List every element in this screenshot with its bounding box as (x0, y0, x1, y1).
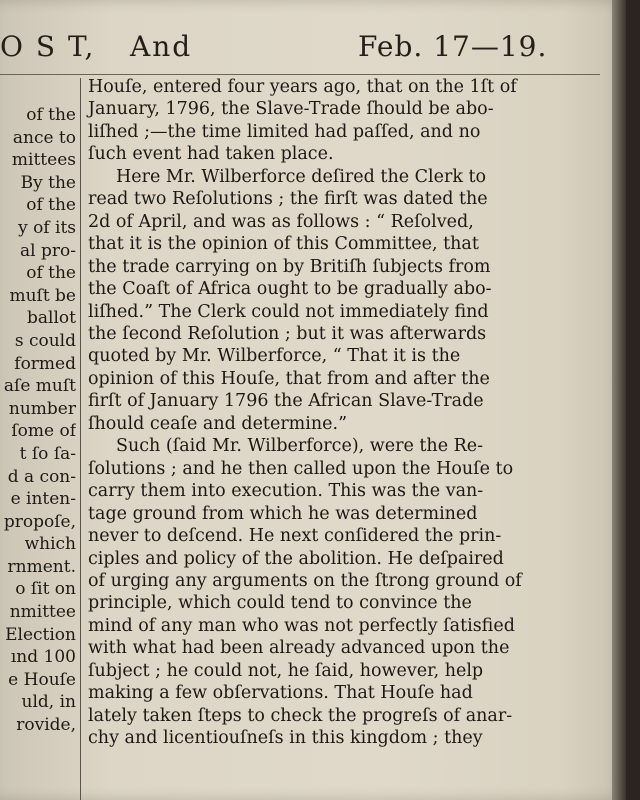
left-column-line: of the (26, 263, 76, 284)
left-column-line: formed (14, 353, 76, 374)
article-line: carry them into execution. This was the van- (88, 481, 484, 502)
article-line: 2d of April, and was as follows : “ Reſolved, (88, 211, 474, 232)
left-column-line: mittees (11, 150, 76, 171)
article-line: liſhed ;—the time limited had paſſed, and no (88, 121, 481, 142)
article-line: Such (ſaid Mr. Wilberforce), were the Re- (116, 436, 484, 457)
article-line: ciples and policy of the abolition. He deſpaired (88, 548, 504, 569)
dateline: Feb. 17—19. (358, 30, 548, 63)
left-column-line: d a con- (7, 466, 76, 487)
article-line: Here Mr. Wilberforce deſired the Clerk to (116, 166, 487, 187)
masthead-fragment: O S T, (0, 30, 96, 63)
left-column-line: t ſo ſa- (19, 443, 76, 464)
article-line: ſuch event had taken place. (88, 144, 334, 165)
article-line: lately taken ſteps to check the progreſs of anar- (88, 705, 513, 726)
article-line: ſhould ceaſe and determine.” (88, 413, 348, 434)
left-column-line: ballot (27, 308, 76, 329)
left-column-line: e Houſe (8, 669, 76, 690)
article-line: ſolutions ; and he then called upon the Houſe to (88, 458, 514, 479)
header-rule (0, 74, 600, 75)
left-column-line: rnment. (7, 556, 76, 577)
article-line: the ſecond Reſolution ; but it was afterwards (88, 323, 487, 344)
left-column-line: ſome of (11, 421, 76, 442)
left-column (0, 104, 76, 737)
left-column-line: o ſit on (15, 579, 76, 600)
article-line: quoted by Mr. Wilberforce, “ That it is the (88, 346, 461, 367)
article-line: firſt of January 1796 the African Slave-Trade (88, 391, 484, 412)
article-line: making a few obſervations. That Houſe had (88, 683, 473, 704)
masthead-and: And (130, 30, 193, 63)
left-column-line: nmittee (9, 602, 76, 623)
article-line: with what had been already advanced upon the (88, 638, 510, 659)
left-column-line: s could (14, 330, 76, 351)
left-column-line: al pro- (20, 240, 76, 261)
page-header (0, 30, 626, 70)
left-column-line: number (8, 398, 76, 419)
article-line: read two Reſolutions ; the firſt was dated the (88, 189, 488, 210)
left-column-line: muſt be (9, 285, 76, 306)
article-line: ſubject ; he could not, he ſaid, however, help (88, 660, 484, 681)
left-column-line: aſe muſt (3, 376, 76, 397)
article-line: that it is the opinion of this Committee, that (88, 234, 479, 255)
article-line: Houſe, entered four years ago, that on the 1ſt of (88, 77, 517, 97)
right-column (88, 76, 578, 750)
left-column-line: ınd 100 (10, 647, 76, 668)
left-column-line: e inten- (10, 489, 76, 510)
left-column-line: By the (20, 172, 76, 193)
article-line: January, 1796, the Slave-Trade ſhould be abo- (88, 99, 494, 120)
article-line: the Coaſt of Africa ought to be gradually abo- (88, 279, 492, 300)
article-line: of urging any arguments on the ſtrong ground of (88, 570, 522, 591)
article-line: mind of any man who was not perfectly ſatisfied (88, 615, 515, 636)
left-column-line: propoſe, (3, 511, 76, 532)
article-line: opinion of this Houſe, that from and after the (88, 368, 490, 389)
left-column-line: ance to (12, 127, 76, 148)
article-line: principle, which could tend to convince the (88, 593, 472, 614)
left-column-line: y of its (18, 217, 76, 238)
article-line: tage ground from which he was determined (88, 503, 478, 524)
column-divider (80, 78, 81, 800)
left-column-line: Election (5, 624, 76, 645)
article-line: the trade carrying on by Britiſh ſubjects from (88, 256, 491, 277)
left-column-line: of the (26, 105, 76, 125)
left-column-line: which (24, 534, 76, 555)
left-column-line: uld, in (21, 692, 76, 713)
left-column-line: rovide, (16, 715, 76, 736)
left-column-line: of the (26, 195, 76, 216)
article-line: chy and licentiouſneſs in this kingdom ; they (88, 728, 483, 749)
article-line: never to deſcend. He next conſidered the prin- (88, 526, 502, 547)
page-edge (612, 0, 626, 800)
article-line: liſhed.” The Clerk could not immediately find (88, 301, 489, 322)
